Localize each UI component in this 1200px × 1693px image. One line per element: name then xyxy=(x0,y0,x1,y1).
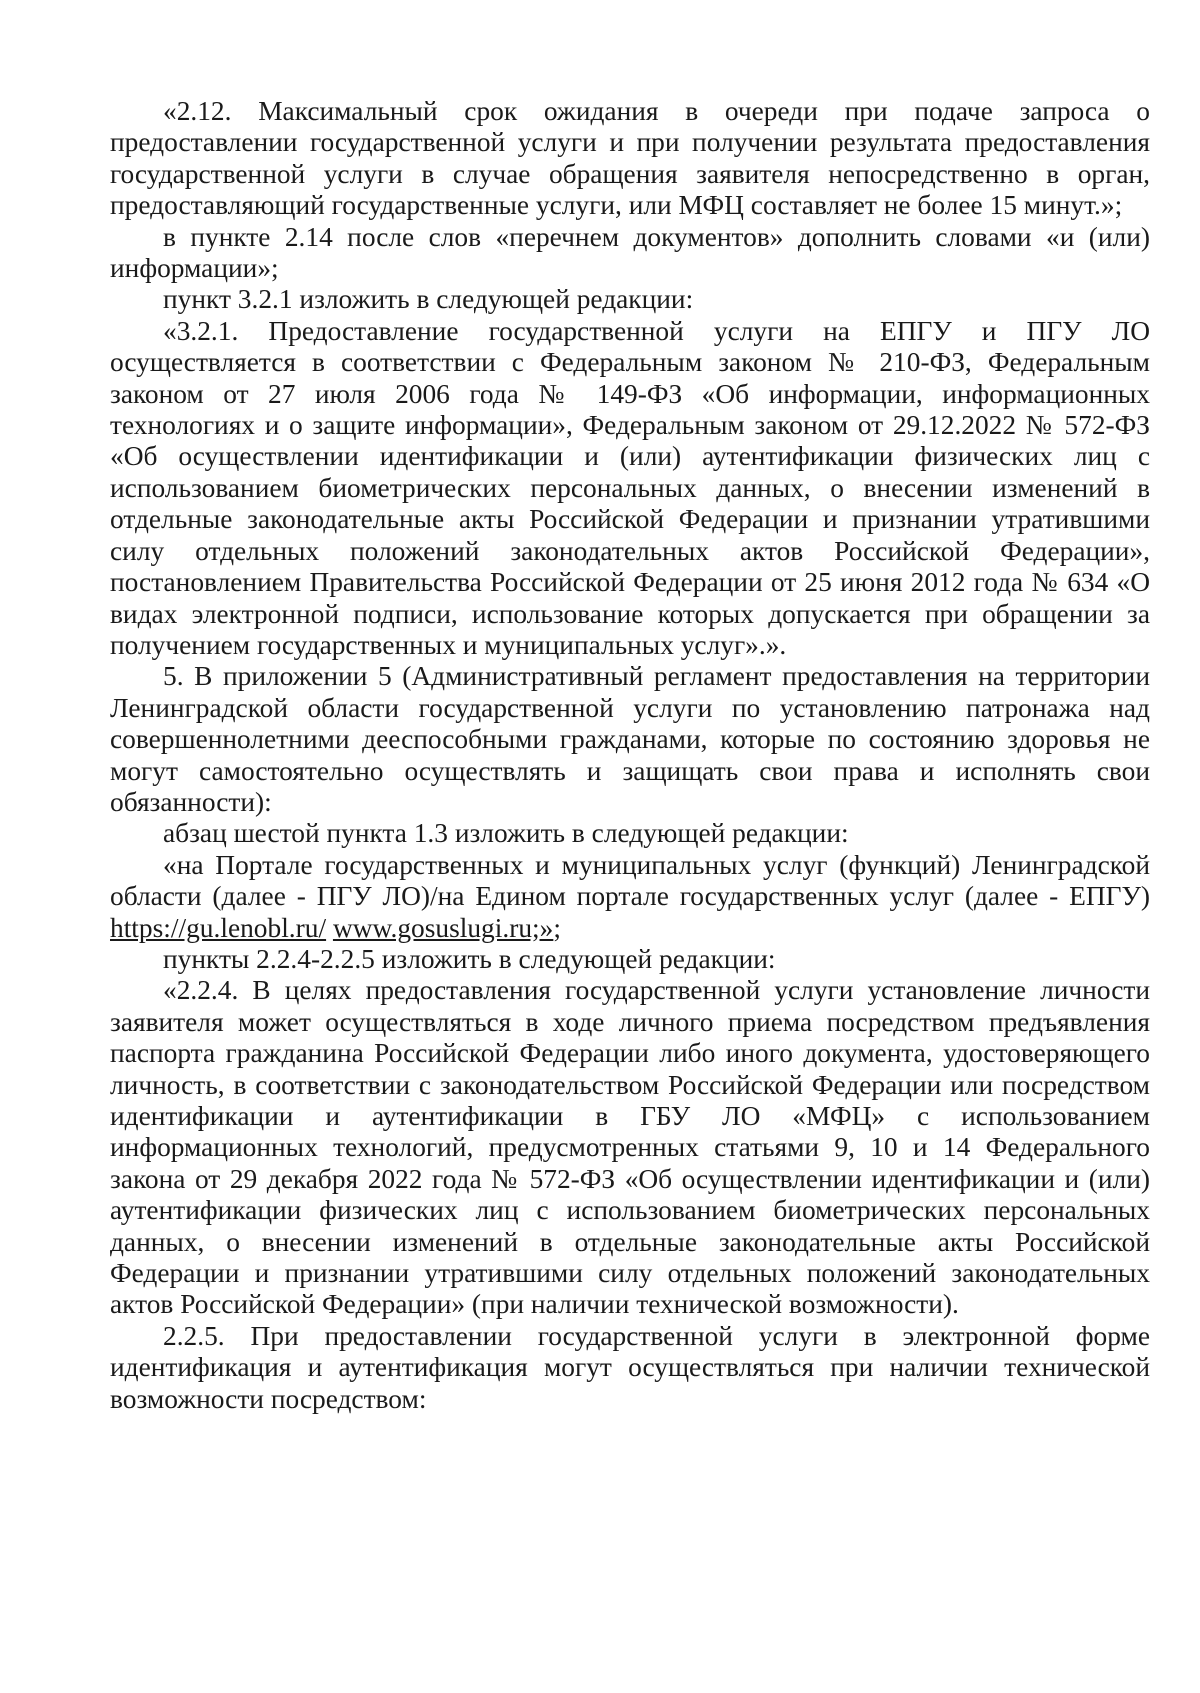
paragraph-amend-2-14: в пункте 2.14 после слов «перечнем документов» дополнить словами «и (или) информации»; xyxy=(110,221,1150,284)
link-gu-lenobl[interactable]: https://gu.lenobl.ru/ xyxy=(110,912,327,943)
paragraph-1-3 xyxy=(110,850,1150,944)
paragraph-2-2-5: 2.2.5. При предоставлении государственной услуги в электронной форме идентификация и аутентификация могут осуществляться при наличии технической возможности посредством: xyxy=(110,1320,1150,1414)
paragraph-2-12: «2.12. Максимальный срок ожидания в очереди при подаче запроса о предоставлении государственной услуги и при получении результата предоставления государственной услуги в случае обращения заявителя непосредственно в орган, предоставляющий государственные услуги, или МФЦ составляет не более 15 минут.»; xyxy=(110,96,1150,221)
paragraph-1-3-intro: абзац шестой пункта 1.3 изложить в следующей редакции: xyxy=(163,818,849,849)
paragraph-2-2-4-intro: пункты 2.2.4-2.2.5 изложить в следующей редакции: xyxy=(163,943,776,974)
paragraph-appendix-5: 5. В приложении 5 (Административный регламент предоставления на территории Ленинградской области государственной услуги по установлению патронажа над совершеннолетними дееспособными гражданами, которые по состоянию здоровья не могут самостоятельно осуществлять и защищать свои права и исполнять свои обязанности): xyxy=(110,661,1150,817)
paragraph-2-2-4: «2.2.4. В целях предоставления государственной услуги установление личности заявителя может осуществляться в ходе личного приема посредством предъявления паспорта гражданина Российской Федерации либо иного документа, удостоверяющего личность, в соответствии с законодательством Российской Федерации или посредством идентификации и аутентификации в ГБУ ЛО «МФЦ» с использованием информационных технологий, предусмотренных статьями 9, 10 и 14 Федерального закона от 29 декабря 2022 года № 572-ФЗ «Об осуществлении идентификации и (или) аутентификации физических лиц с использованием биометрических персональных данных, о внесении изменений в отдельные законодательные акты Российской Федерации и признании утратившими силу отдельных положений законодательных актов Российской Федерации» (при наличии технической возможности). xyxy=(110,975,1150,1320)
paragraph-3-2-1-intro: пункт 3.2.1 изложить в следующей редакции: xyxy=(163,284,694,315)
link-gosuslugi[interactable]: www.gosuslugi.ru;» xyxy=(332,912,554,943)
paragraph-3-2-1: «3.2.1. Предоставление государственной услуги на ЕПГУ и ПГУ ЛО осуществляется в соответствии с Федеральным законом № 210-ФЗ, Федеральным законом от 27 июля 2006 года № 149-ФЗ «Об информации, информационных технологиях и о защите информации», Федеральным законом от 29.12.2022 № 572-ФЗ «Об осуществлении идентификации и (или) аутентификации физических лиц с использованием биометрических персональных данных, о внесении изменений в отдельные законодательные акты Российской Федерации и признании утратившими силу отдельных положений законодательных актов Российской Федерации», постановлением Правительства Российской Федерации от 25 июня 2012 года № 634 «О видах электронной подписи, использование которых допускается при обращении за получением государственных и муниципальных услуг».». xyxy=(110,315,1150,660)
paragraph-1-3-text: «на Порталe государственных и муниципальных услуг (функций) Ленинградской области (далее - ПГУ ЛО)/на Едином портале государственных услуг (далее - ЕПГУ) xyxy=(110,849,1150,912)
paragraph-1-3-end: ; xyxy=(553,912,561,943)
